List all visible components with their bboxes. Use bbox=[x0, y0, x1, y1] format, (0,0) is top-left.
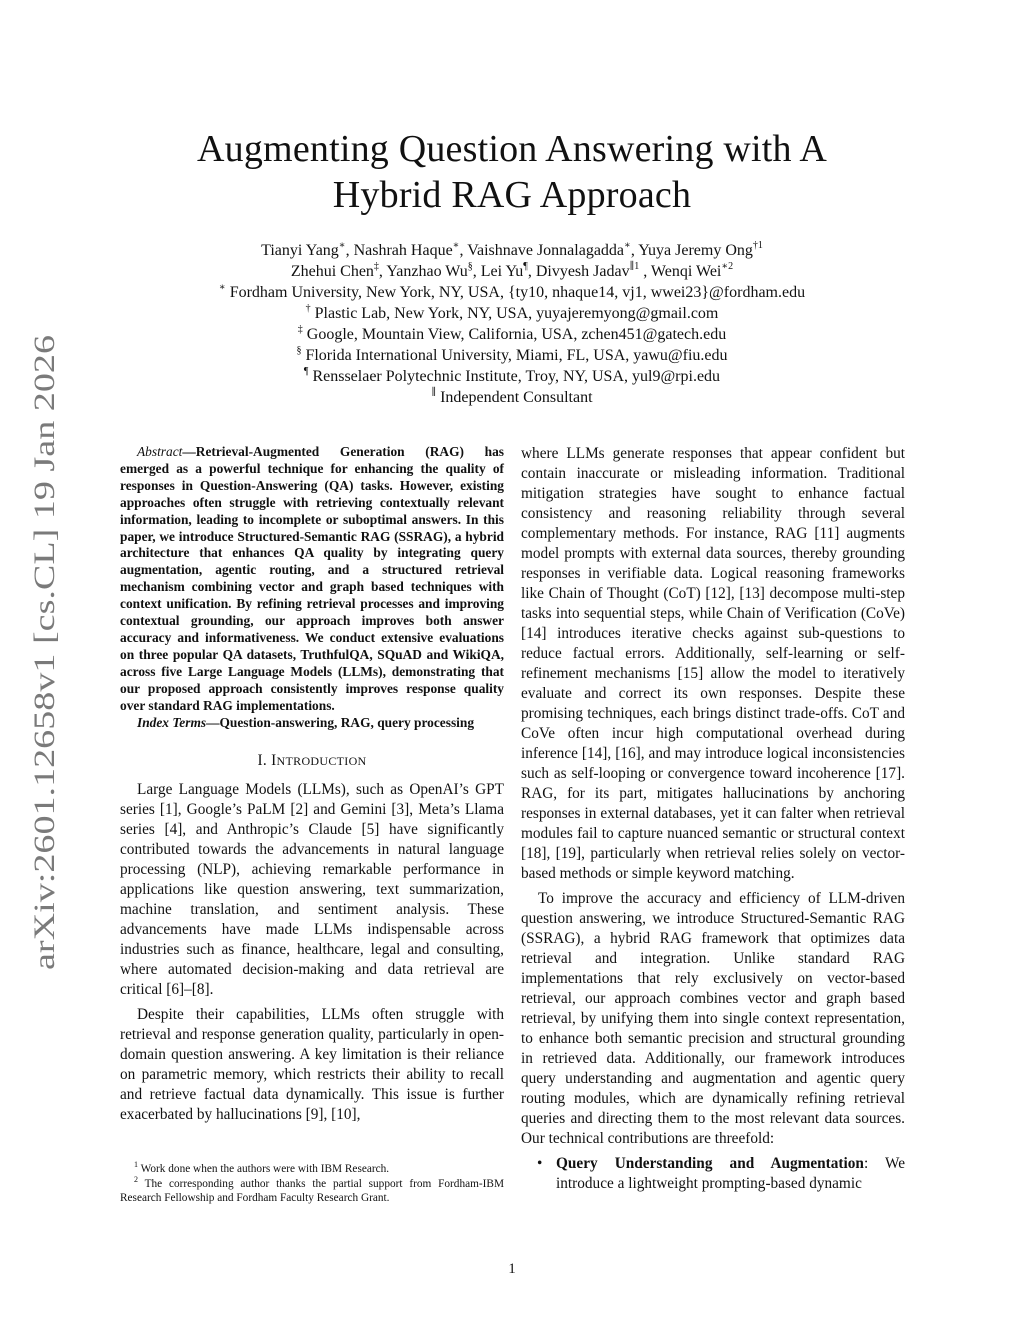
affiliation-text: Rensselaer Polytechnic Institute, Troy, NY, USA, yul9@rpi.edu bbox=[312, 368, 721, 385]
title-line-1: Augmenting Question Answering with A bbox=[197, 128, 827, 170]
affiliation-line bbox=[110, 282, 914, 303]
left-column bbox=[120, 444, 504, 1125]
footnotes bbox=[120, 1162, 504, 1206]
right-paragraph-2: To improve the accuracy and efficiency of LLM-driven question answering, we introduce Structured-Semantic RAG (SSRAG), a hybrid RAG framework that optimizes data retrieval and integration. Unlike standard RAG implementations that rely exclusively on vector-based retrieval, our approach combines vector and graph based retrieval, by unifying them into single context representation, to enhance both semantic precision and structural grounding in retrieved data. Additionally, our framework introduces query understanding and augmentation and agentic query routing modules, which are dynamically refining retrieval queries and directing them to the most relevant data sources. Our technical contributions are threefold: bbox=[521, 890, 905, 1147]
author-mark: ∗2 bbox=[721, 261, 734, 272]
abstract bbox=[120, 444, 504, 715]
footnote-text: Work done when the authors were with IBM Research. bbox=[140, 1163, 390, 1175]
affiliation-mark: ‡ bbox=[297, 324, 303, 335]
abstract-label: Abstract bbox=[137, 444, 183, 459]
author-name: Tianyi Yang bbox=[261, 242, 339, 259]
author-line-1: Tianyi Yang∗, Nashrah Haque∗, Vaishnave Jonnalagadda∗, Yuya Jeremy Ong$^{\dagger 1}$ bbox=[261, 240, 763, 259]
affiliation-mark: ¶ bbox=[303, 366, 309, 377]
author-mark: ∗ bbox=[452, 240, 460, 251]
bullet-title: Query Understanding and Augmentation bbox=[556, 1155, 864, 1172]
author-mark: †1 bbox=[752, 240, 763, 251]
index-terms-text: —Question-answering, RAG, query processing bbox=[206, 714, 475, 730]
title-line-2: Hybrid RAG Approach bbox=[332, 174, 692, 216]
affiliation-mark: † bbox=[305, 303, 311, 314]
affiliation-text: Plastic Lab, New York, NY, USA, yuyajeremyong@gmail.com bbox=[314, 305, 719, 322]
author-name: Yuya Jeremy Ong bbox=[638, 242, 753, 259]
footnote-mark: 2 bbox=[134, 1174, 138, 1184]
author-mark: ∗ bbox=[338, 240, 346, 251]
affiliation-line bbox=[110, 366, 914, 387]
arxiv-stamp-text: arXiv:2601.12658v1 [cs.CL] 19 Jan 2026 bbox=[28, 470, 61, 970]
bullet-marker: • bbox=[537, 1155, 543, 1172]
author-block bbox=[110, 240, 914, 408]
affiliation-text: Google, Mountain View, California, USA, zchen451@gatech.edu bbox=[306, 326, 727, 343]
intro-paragraph-2: Despite their capabilities, LLMs often struggle with retrieval and response generation quality, particularly in open-domain question answering. A key limitation is their reliance on parametric memory, which restricts their ability to recall and retrieve factual data dynamically. This issue is further exacerbated by hallucinations [9], [10], bbox=[120, 1006, 504, 1124]
author-mark: ¶ bbox=[523, 261, 528, 272]
author-name: Wenqi Wei bbox=[650, 263, 722, 280]
affiliation-mark: ∥ bbox=[431, 387, 437, 398]
abstract-text: —Retrieval-Augmented Generation (RAG) has emerged as a powerful technique for enhancing the quality of responses in Question-Answering (QA) tasks. However, existing approaches often struggle with retrieving contextually relevant information, leading to incomplete or suboptimal answers. In this paper, we introduce Structured-Semantic RAG (SSRAG), a hybrid architecture that enhances QA quality by integrating query augmentation, agentic routing, and a structured retrieval mechanism combining vector and graph based techniques with context unification. By refining retrieval processes and improving contextual grounding, our approach improves both answer accuracy and informativeness. We conduct extensive evaluations on three popular QA datasets, TruthfulQA, SQuAD and WikiQA, across five Large Language Models (LLMs), demonstrating that our proposed approach consistently improves response quality over standard RAG implementations. bbox=[120, 444, 504, 713]
section-title-rest: NTRODUCTION bbox=[276, 754, 367, 769]
footnote-text: The corresponding author thanks the partial support from Fordham-IBM Research Fellowship and Fordham Faculty Research Grant. bbox=[120, 1177, 504, 1204]
intro-paragraph-1: Large Language Models (LLMs), such as OpenAI’s GPT series [1], Google’s PaLM [2] and Gemini [3], Meta’s Llama series [4], and Anthropic’s Claude [5] have significantly contributed towards the advancements in natural language processing (NLP), achieving remarkable performance in applications like question answering, text summarization, machine translation, and sentiment analysis. These advancements have made LLMs indispensable across industries such as finance, healthcare, legal and consulting, where automated decision-making and data retrieval are critical [6]–[8]. bbox=[120, 781, 504, 999]
right-column bbox=[521, 444, 905, 1194]
section-title-first: I bbox=[271, 752, 277, 770]
contribution-bullet-1 bbox=[521, 1154, 905, 1194]
author-mark: ‡ bbox=[373, 261, 379, 272]
index-terms-label: Index Terms bbox=[137, 714, 207, 730]
section-number: I. bbox=[257, 752, 272, 770]
author-name: Zhehui Chen bbox=[290, 263, 374, 280]
arxiv-stamp-svg bbox=[22, 330, 66, 990]
footnote-1 bbox=[120, 1162, 504, 1177]
author-name: Yanzhao Wu bbox=[386, 263, 468, 280]
affiliation-mark: § bbox=[296, 345, 302, 356]
author-name: Nashrah Haque bbox=[353, 242, 453, 259]
affiliation-text: Florida International University, Miami, FL, USA, yawu@fiu.edu bbox=[305, 347, 728, 364]
author-mark: ∗ bbox=[624, 240, 631, 251]
footnote-2 bbox=[120, 1174, 504, 1206]
author-mark: § bbox=[467, 261, 473, 272]
bullet-text: : We introduce a lightweight prompting-based dynamic bbox=[556, 1155, 905, 1192]
affiliation-mark: ∗ bbox=[218, 282, 226, 293]
author-mark: ∥1 bbox=[629, 261, 640, 272]
page-number: 1 bbox=[508, 1261, 516, 1277]
affiliation-text: Fordham University, New York, NY, USA, {ty10, nhaque14, vj1, wwei23}@fordham.edu bbox=[229, 284, 806, 301]
footnote-mark: 1 bbox=[134, 1160, 138, 1169]
right-paragraph-1: where LLMs generate responses that appear confident but contain inaccurate or misleading information. Traditional mitigation strategies have sought to enhance factual consistency and reasoning reliability through several complementary methods. For instance, RAG [11] augments model prompts with external data sources, thereby grounding responses in verifiable data. Logical reasoning frameworks like Chain of Thought (CoT) [12], [13] decompose multi-step tasks into sequential steps, while Chain of Verification (CoVe) [14] introduces iterative checks against sub-questions to reduce factual errors. Additionally, self-learning or self-refinement mechanisms [15] allow the model to iteratively evaluate and correct its own responses. Despite these promising techniques, each brings distinct trade-offs. CoT and CoVe often incur high computational overhead during inference [14], [16], and may introduce logical inconsistencies such as self-looping or convergence toward incoherence [17]. RAG, for its part, mitigates hallucinations by anchoring responses in external databases, yet it can falter when retrieval modules fail to capture nuanced semantic or structural context [18], [19], particularly when retrieval relies solely on vector-based methods or simple keyword matching. bbox=[521, 445, 905, 882]
affiliation-line bbox=[110, 303, 914, 324]
affiliation-line bbox=[110, 345, 914, 366]
author-name: Vaishnave Jonnalagadda bbox=[467, 242, 625, 259]
section-heading-introduction bbox=[120, 751, 504, 771]
author-name: Divyesh Jadav bbox=[535, 263, 630, 280]
arxiv-identifier-stamp bbox=[22, 330, 66, 990]
affiliation-line bbox=[110, 324, 914, 345]
author-line-2: Zhehui Chen‡, Yanzhao Wu§, Lei Yu¶, Divyesh Jadav$^{\parallel 1}$ , Wenqi Wei$^{∗2}$ bbox=[290, 261, 734, 280]
paper-title bbox=[110, 126, 914, 218]
index-terms bbox=[120, 715, 504, 732]
affiliation-text: Independent Consultant bbox=[440, 389, 593, 406]
author-name: Lei Yu bbox=[480, 263, 524, 280]
affiliation-line bbox=[110, 387, 914, 408]
